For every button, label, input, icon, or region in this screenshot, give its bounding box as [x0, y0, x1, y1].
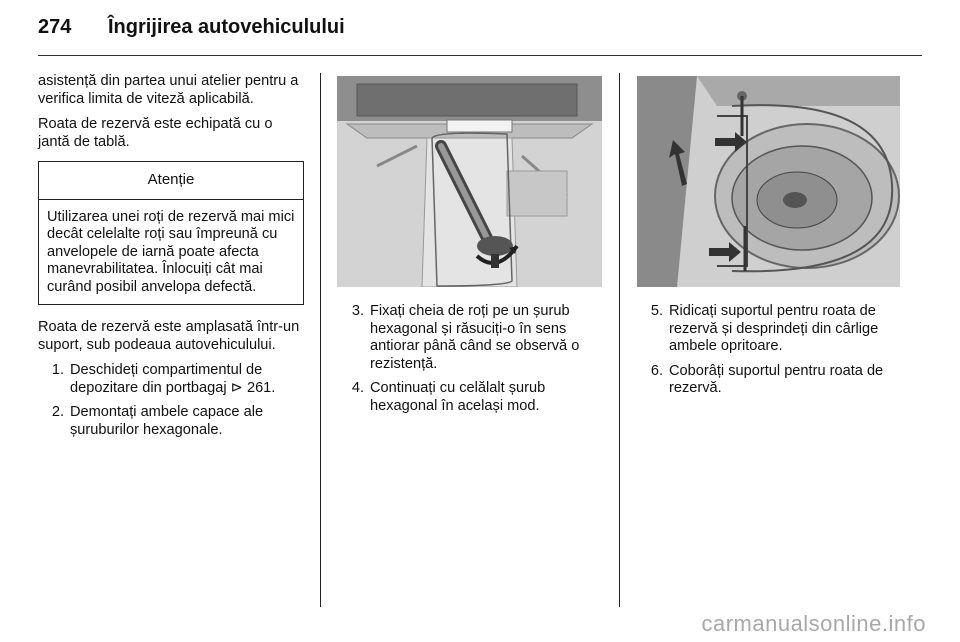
warning-title: Atenție: [39, 162, 303, 200]
paragraph: Roata de rezervă este echipată cu o jantă de tablă.: [38, 116, 273, 150]
list-item: 3. Fixați cheia de roți pe un șurub hexagonal și răsuciți-o în sens antiorar până când se observă o rezistență.: [351, 303, 580, 372]
warning-text: Utilizarea unei roți de rezervă mai mici decât celelalte roți sau împreună cu anvelopele de iarnă poate afecta manevrabilitatea. Înlocuiți cât mai curând posibil anvelopa defectă.: [47, 208, 295, 295]
page-header: [38, 16, 345, 39]
column-divider: [619, 73, 620, 607]
list-item: 1. Deschideți compartimentul de depozitare din portbagaj ⊳ 261.: [51, 362, 276, 396]
step-list: [38, 362, 304, 439]
column-1: [38, 73, 304, 446]
page-number: 274: [38, 16, 72, 38]
warning-box: [38, 161, 304, 305]
step-list: [637, 303, 903, 398]
list-item: 5. Ridicați suportul pentru roata de rezervă și desprindeți din cârlige ambele opritoare.: [650, 303, 879, 354]
page-reference-arrow-icon: ⊳: [230, 379, 243, 396]
wheel-wrench-illustration: [337, 76, 602, 287]
list-item: 4. Continuați cu celălalt șurub hexagonal în același mod.: [351, 380, 546, 414]
watermark: carmanualsonline.info: [701, 611, 926, 636]
step-list: [338, 303, 604, 415]
column-divider: [320, 73, 321, 607]
column-2: [338, 303, 604, 422]
column-3: [637, 303, 903, 405]
list-item: 6. Coborâți suportul pentru roata de rezervă.: [650, 362, 884, 396]
spare-wheel-carrier-illustration: [637, 76, 900, 287]
paragraph: asistență din partea unui atelier pentru a verifica limita de viteză aplicabilă.: [38, 73, 299, 107]
page-title: Îngrijirea autovehiculului: [108, 16, 345, 38]
page-reference-link[interactable]: 261.: [246, 379, 276, 396]
header-rule: [38, 55, 922, 56]
paragraph: Roata de rezervă este amplasată într-un suport, sub podeaua autovehiculului.: [38, 319, 300, 353]
list-item: 2. Demontați ambele capace ale șuruburilor hexagonale.: [51, 404, 264, 438]
